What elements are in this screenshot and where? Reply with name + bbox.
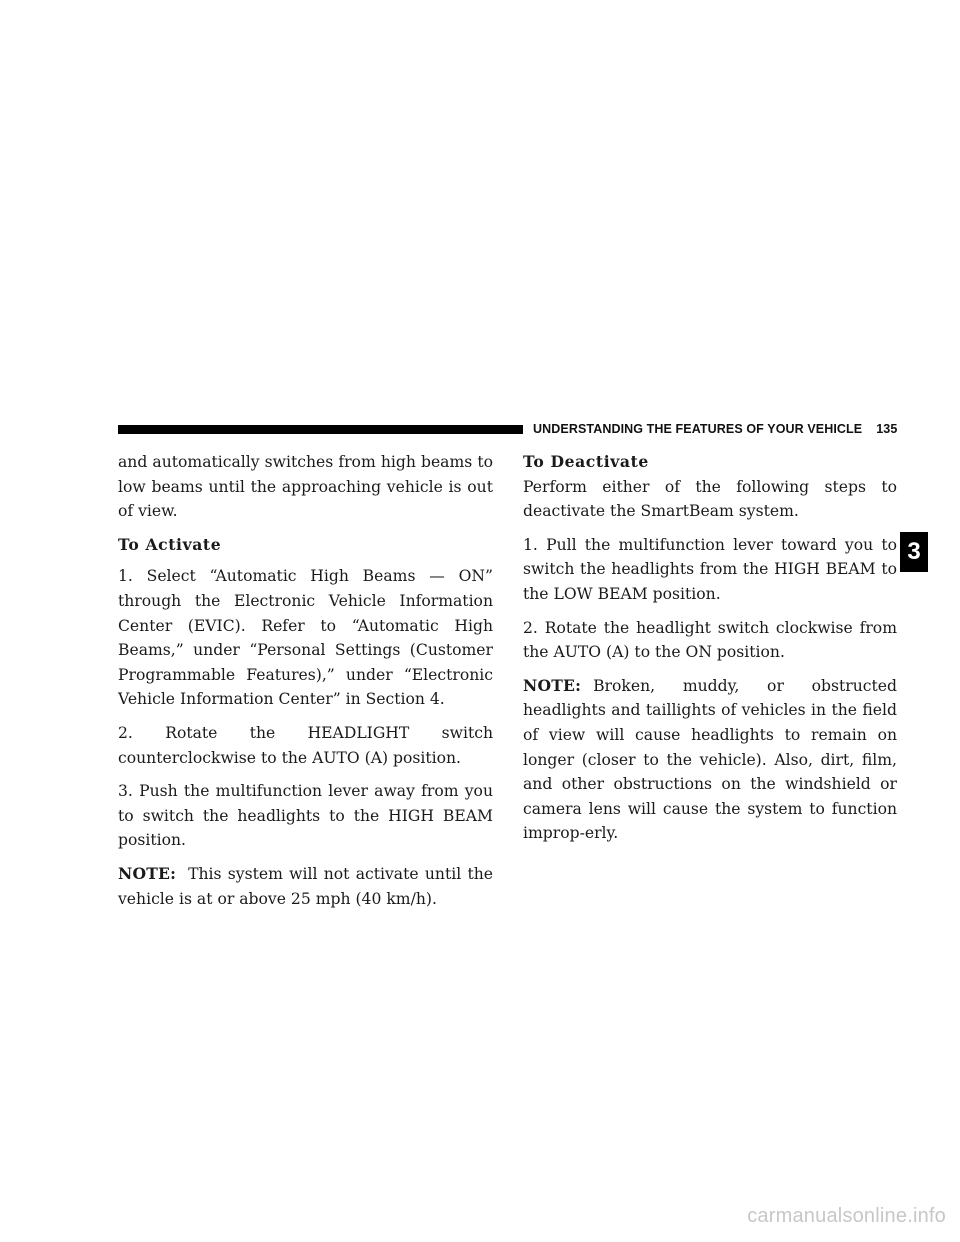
note-label: NOTE: [118,863,177,883]
activate-step-1: 1. Select “Automatic High Beams — ON” through the Electronic Vehicle Information Center (EVIC). Refer to “Automatic High Beams,” under “Personal Settings (Customer Programmable Features),” under “Electronic Vehicle Information Center” in Section 4. [118,567,493,709]
running-header [533,422,897,436]
deactivate-heading: To Deactivate [523,452,649,471]
page-number: 135 [876,422,898,436]
note-label: NOTE: [523,675,582,695]
left-column [118,450,493,920]
deactivate-step-2: 2. Rotate the headlight switch clockwise from the AUTO (A) to the ON position. [523,618,897,662]
header-title: UNDERSTANDING THE FEATURES OF YOUR VEHICLE [533,422,863,436]
watermark: carmanualsonline.info [747,1205,946,1227]
note-text: Broken, muddy, or obstructed headlights and taillights of vehicles in the field of view will cause headlights to remain on longer (closer to the vehicle). Also, dirt, film, and other obstructions on the windshield or camera lens will cause the system to function improp-erly. [523,676,897,843]
deactivate-step-1: 1. Pull the multifunction lever toward you to switch the headlights from the HIGH BEAM to the LOW BEAM position. [523,535,897,603]
header-rule [118,425,523,434]
activate-step-2: 2. Rotate the HEADLIGHT switch counterclockwise to the AUTO (A) position. [118,723,493,767]
intro-paragraph: and automatically switches from high beams to low beams until the approaching vehicle is out of view. [118,453,493,521]
right-column [523,450,897,855]
activate-heading: To Activate [118,534,222,554]
activate-step-3: 3. Push the multifunction lever away from you to switch the headlights to the HIGH BEAM position. [118,782,493,850]
section-tab: 3 [900,532,928,572]
deactivate-intro: Perform either of the following steps to deactivate the SmartBeam system. [523,477,897,521]
note-text: This system will not activate until the vehicle is at or above 25 mph (40 km/h). [118,864,493,908]
activate-note [118,862,493,911]
deactivate-note [523,674,897,846]
